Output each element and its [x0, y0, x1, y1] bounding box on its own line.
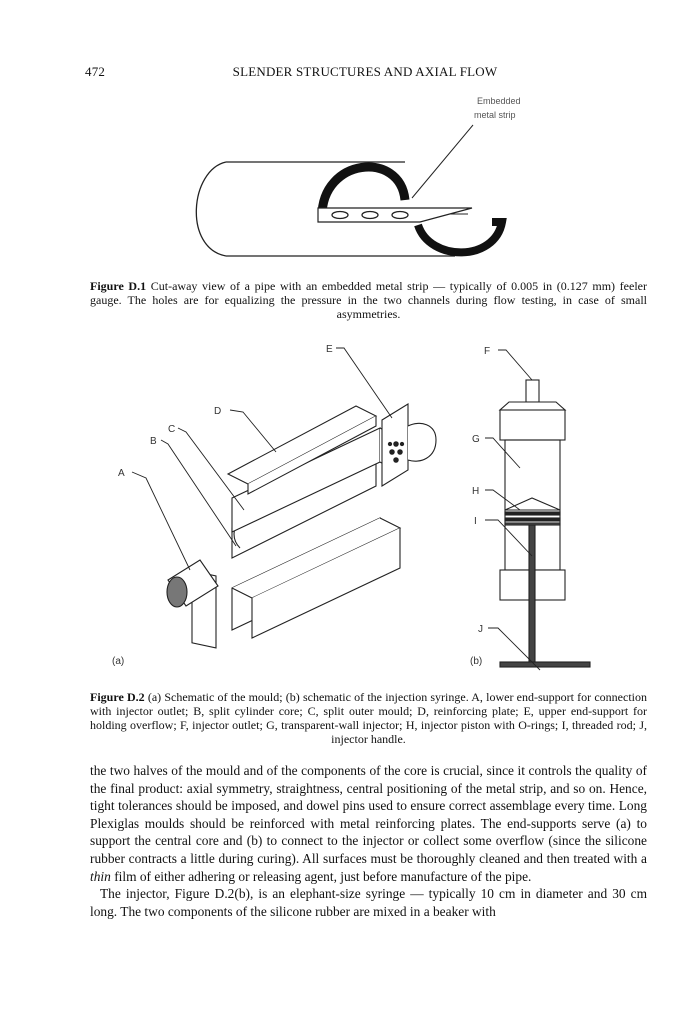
emphasis: thin: [90, 868, 111, 884]
figure-d2-illustration: [0, 340, 699, 680]
leader-e: [336, 348, 392, 418]
figure-d1-caption-label: Figure D.1: [90, 279, 147, 293]
paragraph-text: film of either adhering or releasing agent, just before manufacture of the pipe.: [114, 868, 532, 884]
figure-d1-caption: [90, 279, 647, 321]
annotation-line1: Embedded: [477, 96, 521, 106]
paragraph: [90, 762, 647, 885]
injector-top-cap: [500, 402, 565, 410]
figure-d2-caption-text: (a) Schematic of the mould; (b) schematic of the injection syringe. A, lower end-support for connection with injector outlet; B, split cylinder core; C, split outer mould; D, reinforcing plate; E, upper end-support for holding overflow; F, injector outlet; G, transparent-wall injector; H, injector piston with O-rings; I, threaded rod; J, injector handle.: [90, 690, 647, 746]
threaded-rod: [529, 525, 535, 665]
annotation-line2: metal strip: [474, 110, 516, 120]
figure-d1-illustration: [0, 90, 699, 290]
label-a: A: [118, 468, 125, 479]
injector-handle: [500, 662, 590, 667]
pipe-cut-lower-arc: [418, 222, 502, 252]
label-c: C: [168, 424, 176, 435]
upper-end-support-tube: [408, 423, 436, 461]
lower-end-support-opening: [167, 577, 187, 607]
paragraph: [90, 885, 647, 920]
label-b: B: [150, 436, 157, 447]
figure-d2-caption-label: Figure D.2: [90, 690, 145, 704]
leader-d: [230, 410, 276, 452]
label-e: E: [326, 344, 333, 355]
leader-b: [161, 440, 236, 546]
label-i: I: [474, 516, 477, 527]
label-g: G: [472, 434, 480, 445]
label-f: F: [484, 346, 491, 357]
injector-outlet: [526, 380, 539, 402]
page-number: 472: [85, 64, 106, 79]
figure-d2-caption: [90, 690, 647, 746]
running-title: SLENDER STRUCTURES AND AXIAL FLOW: [232, 64, 498, 79]
leader-f: [498, 350, 532, 380]
leader-a: [132, 472, 190, 570]
running-header: [85, 64, 645, 84]
paragraph-text: The injector, Figure D.2(b), is an elephant-size syringe — typically 10 cm in diameter and 30 cm long. The two components of the silicone rubber are mixed in a beaker with: [90, 886, 647, 919]
label-j: J: [478, 624, 483, 635]
figure-d1-caption-text: Cut-away view of a pipe with an embedded metal strip — typically of 0.005 in (0.127 mm) feeler gauge. The holes are for equalizing the pressure in the two channels during flow testing, in case of small asymmetries.: [90, 279, 647, 321]
injector-top-flange: [500, 410, 565, 440]
leader-g: [485, 438, 520, 468]
injector-piston: [505, 498, 560, 510]
metal-strip: [318, 208, 472, 222]
label-h: H: [472, 486, 480, 497]
paragraph-text: the two halves of the mould and of the components of the core is crucial, since it controls the quality of the final product: axial symmetry, straightness, central positioning of the metal strip, and so on. Hence, tight tolerances should be imposed, and dowel pins used to ensure correct assemblage every time. Long Plexiglas moulds should be reinforced with metal reinforcing plates. The end-supports serve (a) to support the central core and (b) to connect to the injector or collect some overflow (since the silicone rubber contracts a little during curing). All surfaces must be thoroughly cleaned and then treated with a: [90, 763, 647, 866]
panel-b-label: (b): [470, 656, 483, 667]
panel-a-label: (a): [112, 656, 125, 667]
label-d: D: [214, 406, 222, 417]
annotation-leader: [412, 125, 473, 198]
body-text: [90, 762, 647, 920]
